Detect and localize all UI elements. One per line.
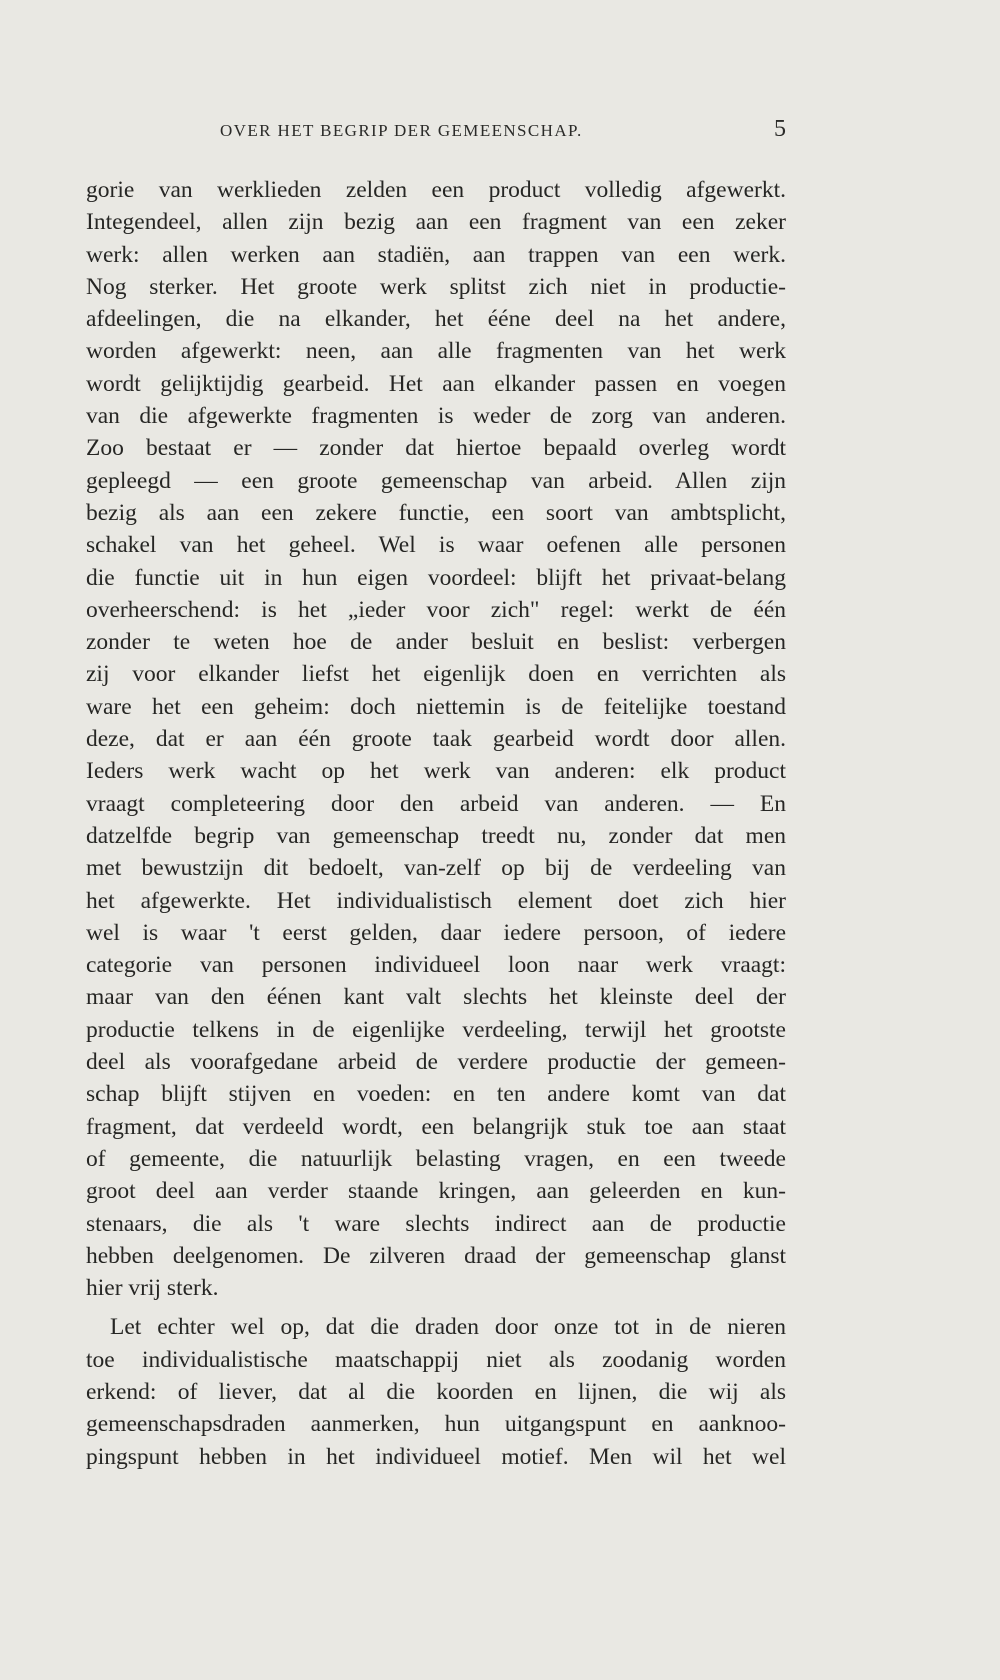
text-line: het afgewerkte. Het individualistisch element doet zich hier	[86, 887, 786, 914]
text-line: overheerschend: is het „ieder voor zich" regel: werkt de één	[86, 596, 786, 623]
text-line: groot deel aan verder staande kringen, aan geleerden en kun-	[86, 1178, 786, 1205]
text-line: stenaars, die als 't ware slechts indirect aan de productie	[86, 1210, 786, 1237]
text-line: afdeelingen, die na elkander, het ééne deel na het andere,	[86, 306, 786, 333]
text-line: Zoo bestaat er — zonder dat hiertoe bepaald overleg wordt	[86, 435, 786, 462]
text-line: gepleegd — een groote gemeenschap van arbeid. Allen zijn	[86, 467, 786, 494]
text-line: zonder te weten hoe de ander besluit en beslist: verbergen	[86, 629, 786, 656]
paragraph	[86, 174, 786, 1304]
text-line: Nog sterker. Het groote werk splitst zich niet in productie-	[86, 273, 786, 300]
text-line: categorie van personen individueel loon naar werk vraagt:	[86, 952, 786, 979]
text-line: ware het een geheim: doch niettemin is de feitelijke toestand	[86, 693, 786, 720]
text-line: die functie uit in hun eigen voordeel: blijft het privaat-belang	[86, 564, 786, 591]
page-header	[86, 116, 786, 149]
text-line: schakel van het geheel. Wel is waar oefenen alle personen	[86, 532, 786, 559]
body-text	[86, 174, 786, 1473]
text-line: wel is waar 't eerst gelden, daar iedere persoon, of iedere	[86, 919, 786, 946]
text-line: of gemeente, die natuurlijk belasting vragen, en een tweede	[86, 1145, 786, 1172]
text-line: worden afgewerkt: neen, aan alle fragmenten van het werk	[86, 338, 786, 365]
text-line: deze, dat er aan één groote taak gearbeid wordt door allen.	[86, 726, 786, 753]
text-line: werk: allen werken aan stadiën, aan trappen van een werk.	[86, 241, 786, 268]
text-line: toe individualistische maatschappij niet als zoodanig worden	[86, 1346, 786, 1373]
text-line: pingspunt hebben in het individueel motief. Men wil het wel	[86, 1443, 786, 1470]
text-line: fragment, dat verdeeld wordt, een belangrijk stuk toe aan staat	[86, 1113, 786, 1140]
text-line: hier vrij sterk.	[86, 1275, 219, 1302]
paragraph	[86, 1311, 786, 1472]
text-line: erkend: of liever, dat al die koorden en lijnen, die wij als	[86, 1378, 786, 1405]
text-line: gorie van werklieden zelden een product volledig afgewerkt.	[86, 177, 786, 203]
text-line: maar van den éénen kant valt slechts het kleinste deel der	[86, 984, 786, 1011]
text-line: wordt gelijktijdig gearbeid. Het aan elkander passen en voegen	[86, 370, 786, 397]
text-line: Ieders werk wacht op het werk van anderen: elk product	[86, 758, 786, 785]
text-line: gemeenschapsdraden aanmerken, hun uitgangspunt en aanknoo-	[86, 1411, 786, 1438]
text-line: bezig als aan een zekere functie, een soort van ambtsplicht,	[86, 499, 786, 526]
text-line: deel als voorafgedane arbeid de verdere productie der gemeen-	[86, 1049, 786, 1076]
text-line: vraagt completeering door den arbeid van anderen. — En	[86, 790, 786, 817]
page-number: 5	[774, 116, 786, 142]
text-line: met bewustzijn dit bedoelt, van-zelf op bij de verdeeling van	[86, 855, 786, 882]
running-head: OVER HET BEGRIP DER GEMEENSCHAP.	[220, 121, 583, 140]
text-line: Integendeel, allen zijn bezig aan een fragment van een zeker	[86, 209, 786, 236]
text-line: zij voor elkander liefst het eigenlijk doen en verrichten als	[86, 661, 786, 688]
text-line: datzelfde begrip van gemeenschap treedt nu, zonder dat men	[86, 822, 786, 849]
text-line: schap blijft stijven en voeden: en ten andere komt van dat	[86, 1081, 786, 1108]
text-line: hebben deelgenomen. De zilveren draad der gemeenschap glanst	[86, 1242, 786, 1269]
text-line: productie telkens in de eigenlijke verdeeling, terwijl het grootste	[86, 1016, 786, 1043]
paragraph-gap	[86, 1304, 786, 1311]
text-line: Let echter wel op, dat die draden door onze tot in de nieren	[110, 1314, 786, 1341]
text-line: van die afgewerkte fragmenten is weder de zorg van anderen.	[86, 403, 786, 430]
